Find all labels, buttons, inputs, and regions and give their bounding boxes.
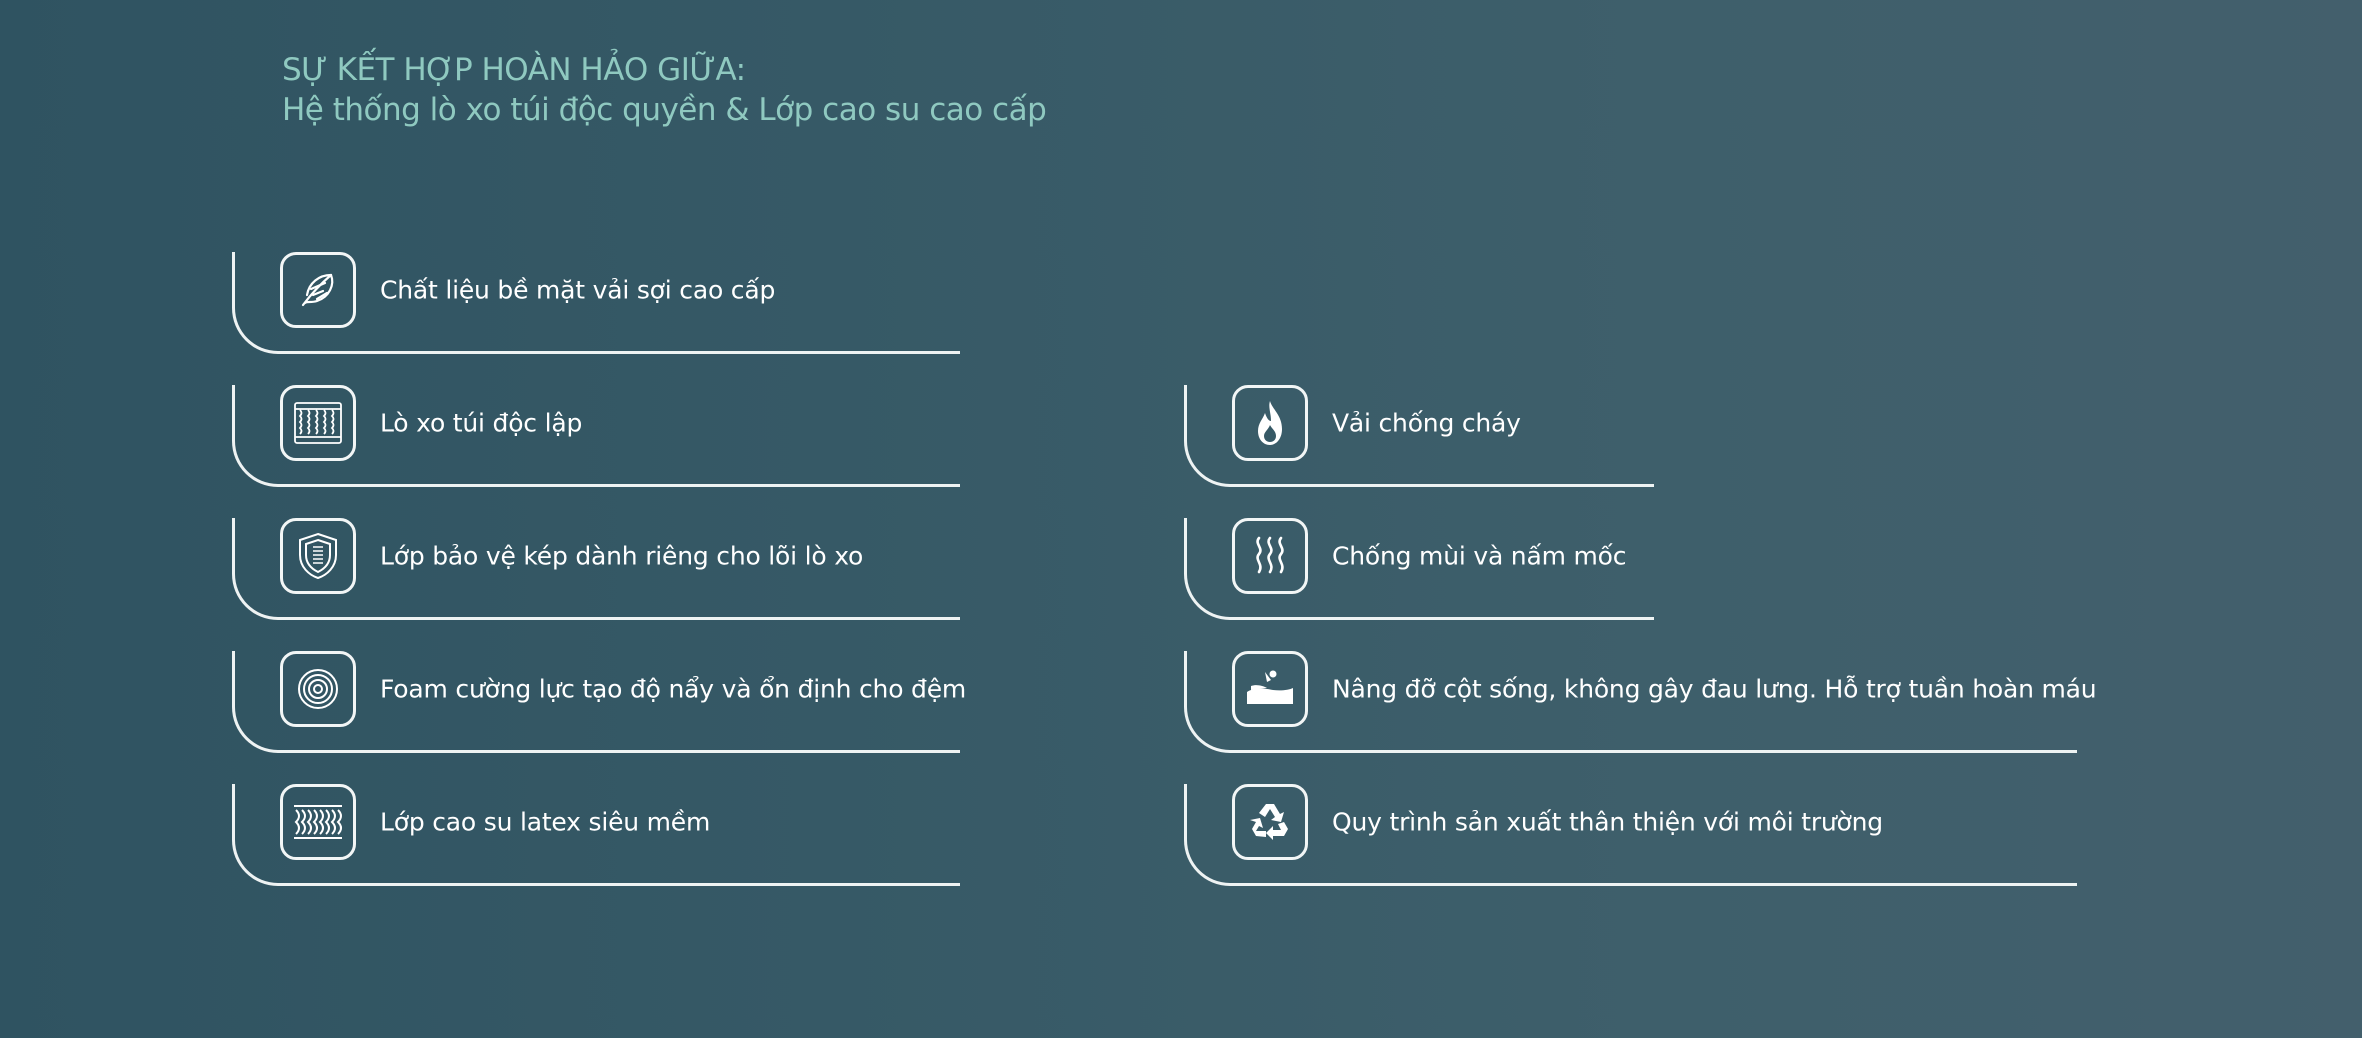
latex-layer-icon bbox=[280, 784, 356, 860]
recycle-icon bbox=[1232, 784, 1308, 860]
page-heading bbox=[282, 50, 1046, 130]
feature-label: Lò xo túi độc lập bbox=[380, 408, 583, 438]
feature-item-fabric bbox=[232, 252, 960, 354]
feature-item-spine-support bbox=[1184, 651, 2097, 753]
feature-label: Lớp bảo vệ kép dành riêng cho lõi lò xo bbox=[380, 541, 864, 571]
feature-label: Lớp cao su latex siêu mềm bbox=[380, 807, 711, 837]
feather-icon bbox=[280, 252, 356, 328]
anti-odor-icon bbox=[1232, 518, 1308, 594]
heading-line-1: SỰ KẾT HỢP HOÀN HẢO GIỮA: bbox=[282, 52, 746, 88]
feature-label: Foam cường lực tạo độ nẩy và ổn định cho đệm bbox=[380, 674, 967, 704]
shield-spring-icon bbox=[280, 518, 356, 594]
feature-item-eco-friendly bbox=[1184, 784, 2077, 886]
feature-item-double-protection bbox=[232, 518, 960, 620]
feature-item-anti-odor bbox=[1184, 518, 1654, 620]
pocket-spring-icon bbox=[280, 385, 356, 461]
foam-rings-icon bbox=[280, 651, 356, 727]
flame-icon bbox=[1232, 385, 1308, 461]
feature-label: Chất liệu bề mặt vải sợi cao cấp bbox=[380, 275, 776, 305]
feature-label: Vải chống cháy bbox=[1332, 408, 1521, 438]
feature-item-pocket-spring bbox=[232, 385, 960, 487]
heading-line-2: Hệ thống lò xo túi độc quyền & Lớp cao su cao cấp bbox=[282, 92, 1047, 128]
feature-item-latex bbox=[232, 784, 960, 886]
feature-item-fire-resistant bbox=[1184, 385, 1654, 487]
feature-label: Chống mùi và nấm mốc bbox=[1332, 541, 1627, 571]
feature-label: Nâng đỡ cột sống, không gây đau lưng. Hỗ trợ tuần hoàn máu bbox=[1332, 674, 2097, 704]
spine-support-icon bbox=[1232, 651, 1308, 727]
feature-item-foam bbox=[232, 651, 967, 753]
feature-label: Quy trình sản xuất thân thiện với môi trường bbox=[1332, 807, 1883, 837]
